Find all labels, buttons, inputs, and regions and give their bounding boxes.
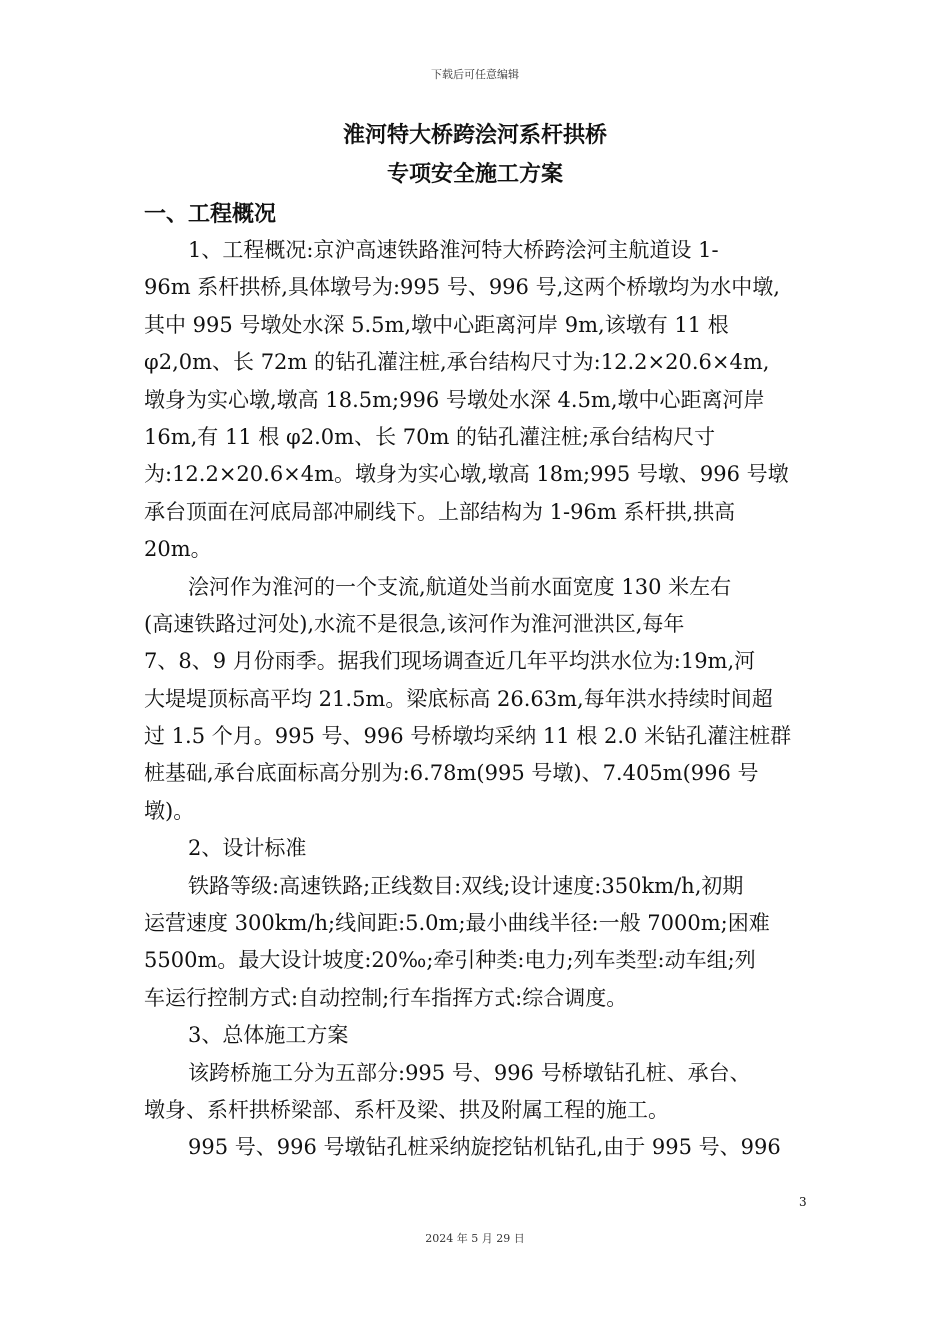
body-line: 过 1.5 个月。995 号、996 号桥墩均采纳 11 根 2.0 米钻孔灌注桩群 [144, 724, 792, 749]
body-line: 其中 995 号墩处水深 5.5m,墩中心距离河岸 9m,该墩有 11 根 [144, 312, 729, 337]
body-line: 995 号、996 号墩钻孔桩采纳旋挖钻机钻孔,由于 995 号、996 [188, 1135, 781, 1160]
body-line: 20m。 [144, 537, 212, 562]
body-line: 大堤堤顶标高平均 21.5m。梁底标高 26.63m,每年洪水持续时间超 [144, 686, 773, 711]
body-line: 运营速度 300km/h;线间距:5.0m;最小曲线半径:一般 7000m;困难 [144, 911, 770, 936]
body-line: 7、8、9 月份雨季。据我们现场调查近几年平均洪水位为:19m,河 [144, 649, 756, 674]
page-header: 下载后可任意编辑 [431, 68, 519, 81]
body-line: 5500m。最大设计坡度:20‰;牵引种类:电力;列车类型:动车组;列 [144, 948, 756, 973]
body-line: 为:12.2×20.6×4m。墩身为实心墩,墩高 18m;995 号墩、996 号墩 [144, 462, 789, 487]
body-line: 墩身为实心墩,墩高 18.5m;996 号墩处水深 4.5m,墩中心距离河岸 [144, 387, 765, 412]
body-line: 该跨桥施工分为五部分:995 号、996 号桥墩钻孔桩、承台、 [188, 1060, 751, 1085]
document-title-line-1: 淮河特大桥跨浍河系杆拱桥 [342, 123, 607, 148]
subsection-heading: 2、设计标准 [188, 836, 307, 861]
body-line: 承台顶面在河底局部冲刷线下。上部结构为 1-96m 系杆拱,拱高 [144, 499, 736, 524]
body-line: 墩)。 [144, 798, 195, 823]
body-line: 16m,有 11 根 φ2.0m、长 70m 的钻孔灌注桩;承台结构尺寸 [144, 424, 716, 449]
body-text [144, 232, 816, 1167]
body-line: 浍河作为淮河的一个支流,航道处当前水面宽度 130 米左右 [188, 574, 732, 599]
document-title-line-2: 专项安全施工方案 [386, 162, 563, 187]
page-number: 3 [799, 1195, 807, 1209]
body-line: 铁路等级:高速铁路;正线数目:双线;设计速度:350km/h,初期 [188, 873, 744, 898]
body-line: (高速铁路过河处),水流不是很急,该河作为淮河泄洪区,每年 [144, 611, 685, 636]
body-line: φ2,0m、长 72m 的钻孔灌注桩,承台结构尺寸为:12.2×20.6×4m, [144, 350, 770, 375]
body-line: 车运行控制方式:自动控制;行车指挥方式:综合调度。 [144, 985, 628, 1010]
body-line: 桩基础,承台底面标高分别为:6.78m(995 号墩)、7.405m(996 号 [144, 761, 759, 786]
subsection-heading: 3、总体施工方案 [188, 1023, 349, 1048]
page-footer-date: 2024 年 5 月 29 日 [425, 1232, 525, 1245]
body-line: 96m 系杆拱桥,具体墩号为:995 号、996 号,这两个桥墩均为水中墩, [144, 275, 780, 300]
body-line: 1、工程概况:京沪高速铁路淮河特大桥跨浍河主航道设 1- [188, 238, 719, 262]
body-line: 墩身、系杆拱桥梁部、系杆及梁、拱及附属工程的施工。 [144, 1097, 669, 1122]
section-heading: 一、工程概况 [144, 202, 277, 227]
